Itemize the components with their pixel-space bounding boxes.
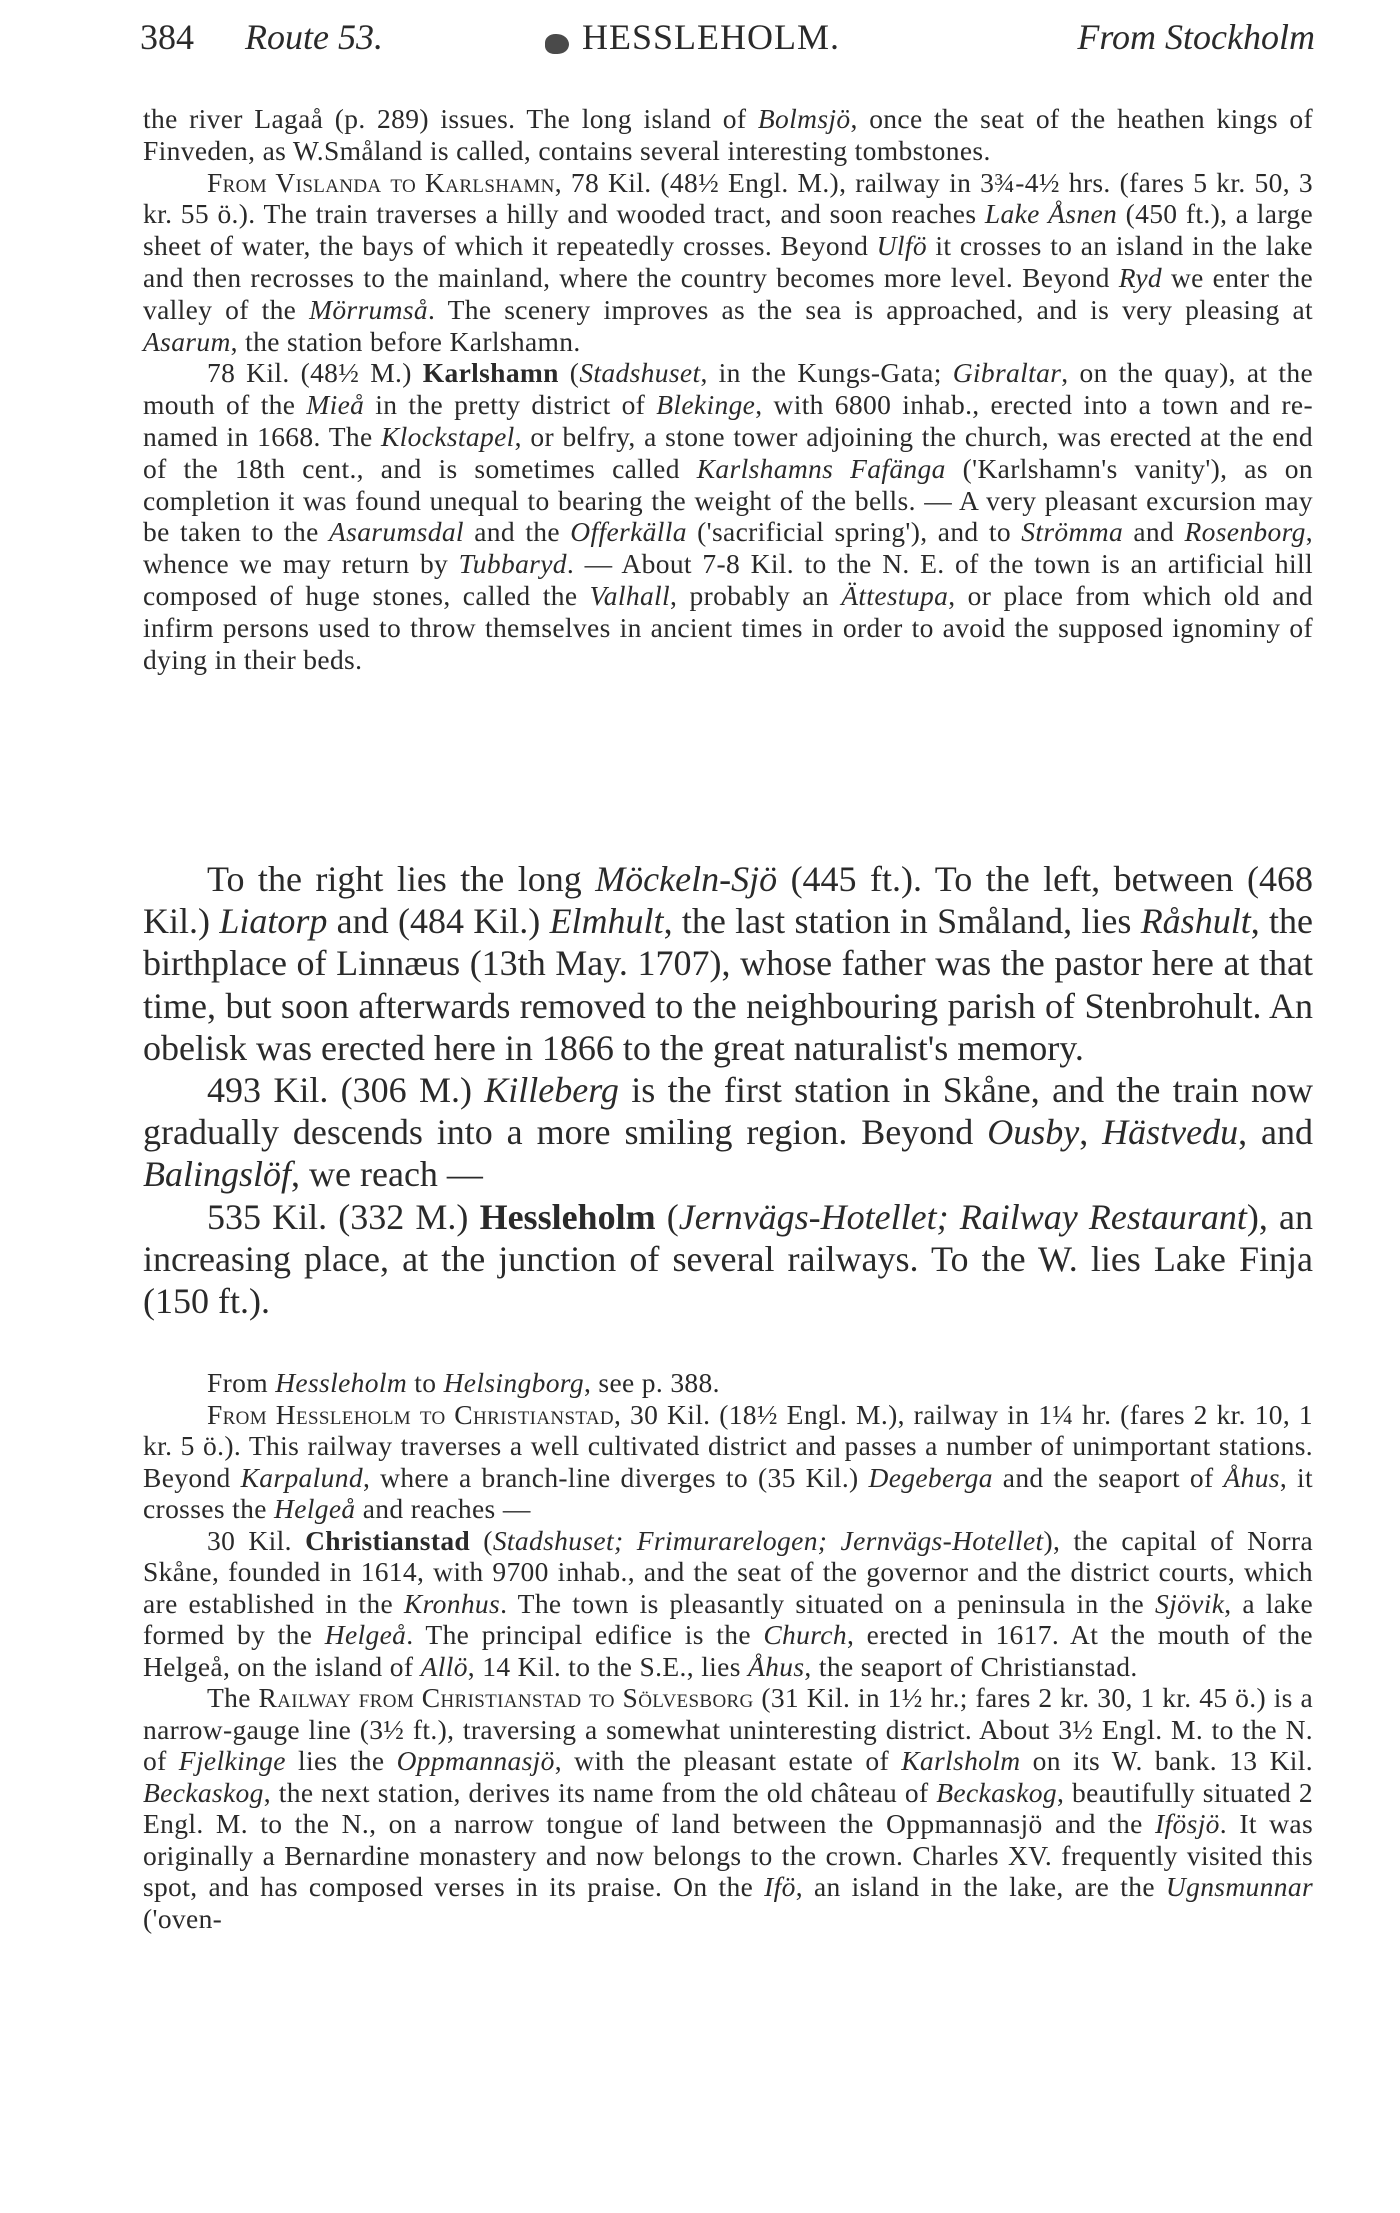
place-name: Hessleholm — [479, 1196, 656, 1237]
text-run: , on the quay), at the mouth of the — [143, 357, 1314, 421]
italic-term: Stadshuset; Frimurarelogen; Jernvägs-Hotellet — [492, 1524, 1044, 1556]
italic-term: Kronhus — [403, 1587, 501, 1619]
italic-term: Åhus — [1223, 1461, 1280, 1493]
italic-term: Offerkälla — [570, 516, 687, 548]
italic-term: Sjövik — [1154, 1587, 1225, 1619]
italic-term: Oppmannasjö — [396, 1745, 555, 1776]
section-lead: From Hessleholm to Christianstad — [207, 1398, 614, 1430]
italic-term: Karpalund — [240, 1461, 363, 1493]
text-run: , the next station, derives its name from the old château of — [263, 1776, 937, 1808]
text-run: (445 ft.). To the left, between (468 Kil.) — [143, 859, 1313, 942]
place-name: Karlshamn — [422, 357, 559, 389]
italic-term: Möckeln-Sjö — [595, 859, 778, 899]
italic-term: Råshult — [1140, 901, 1251, 942]
route-label: Route 53. — [245, 17, 383, 57]
text-run: is the first station in Skåne, and the train now gradually descends into a more smiling region. Beyond — [143, 1070, 1313, 1153]
text-run: and — [1123, 516, 1185, 548]
text-run: , the last station in Småland, lies — [663, 901, 1141, 942]
italic-term: Killeberg — [484, 1070, 619, 1111]
text-run: (31 Kil. in 1½ hr.; fares 2 kr. 30, 1 kr. 45 ö.) is a narrow-gauge line (3½ ft.), traversing a somewhat uninteresting district. About 3½ Engl. M. to the N. of — [143, 1682, 1314, 1776]
text-run: and the seaport of — [992, 1461, 1224, 1493]
text-run: 30 Kil. — [207, 1524, 306, 1556]
italic-term: Mieå — [306, 389, 365, 421]
page-heading: HESSLEHOLM. — [582, 17, 841, 57]
text-run: From — [207, 1367, 276, 1398]
italic-term: Tubbaryd — [458, 548, 567, 580]
text-run: ('oven- — [143, 1902, 223, 1934]
italic-term: Ugnsmunnar — [1165, 1871, 1314, 1902]
italic-term: Helsingborg — [443, 1367, 584, 1398]
italic-term: Stadshuset — [579, 357, 701, 389]
text-run: 78 Kil. (48½ M.) — [207, 357, 423, 389]
italic-term: Beckaskog — [936, 1776, 1057, 1808]
text-run: . It was originally a Bernardine monastery and now belongs to the crown. Charles XV. frequently visited this spot, and has composed verses in its praise. On the — [143, 1808, 1313, 1902]
italic-term: Ulfö — [876, 230, 927, 262]
text-run: , and — [1238, 1112, 1313, 1153]
italic-term: Church — [763, 1619, 847, 1650]
italic-term: Karlsholm — [901, 1745, 1021, 1776]
text-run: , we reach — — [291, 1154, 483, 1195]
text-run: 493 Kil. (306 M.) — [207, 1070, 485, 1111]
italic-term: Bolmsjö — [757, 103, 851, 134]
italic-term: Åhus — [748, 1650, 805, 1682]
text-run: , or belfry, a stone tower adjoining the church, was erected at the end of the 18th cent., and is sometimes called — [143, 420, 1313, 484]
italic-term: Ifö — [764, 1871, 796, 1902]
text-run: , or place from which old and infirm persons used to throw themselves in ancient times in order to avoid the supposed ignominy of dying in their beds. — [143, 579, 1313, 675]
text-run: (450 ft.), a large sheet of water, the bays of which it repeatedly crosses. Beyond — [143, 198, 1314, 262]
text-run: it crosses to an island in the lake and then recrosses to the mainland, where the country becomes more level. Beyond — [143, 230, 1313, 293]
paragraph — [143, 1196, 1313, 1323]
italic-term: Elmhult — [549, 901, 664, 942]
place-name: Christianstad — [305, 1524, 471, 1556]
text-block-top — [143, 103, 1313, 675]
italic-term: Ousby — [987, 1112, 1080, 1153]
text-run: to — [407, 1367, 444, 1398]
section-lead: From Vislanda to Karlshamn — [207, 166, 555, 198]
paragraph — [143, 357, 1313, 675]
italic-term: Liatorp — [219, 901, 328, 942]
paragraph — [143, 1399, 1313, 1525]
italic-term: Ifösjö — [1155, 1808, 1220, 1839]
section-lead: Railway from Christianstad to Sölvesborg — [258, 1682, 754, 1713]
italic-term: Gibraltar — [952, 357, 1062, 389]
text-block-large — [143, 858, 1313, 1322]
running-header — [140, 16, 1315, 76]
text-run: , — [1079, 1112, 1103, 1153]
text-run: To the right lies the long — [207, 859, 596, 899]
ink-blot-mark — [545, 34, 569, 54]
italic-term: Karlshamns Fafänga — [696, 452, 946, 484]
text-run: ('sacrificial spring'), and to — [686, 516, 1022, 548]
text-run: , the seaport of Christianstad. — [804, 1650, 1138, 1682]
paragraph — [143, 858, 1313, 1069]
text-run: , the birthplace of Linnæus (13th May. 1707), whose father was the pastor here at that time, but soon afterwards removed to the neighbouring parish of Stenbrohult. An obelisk was erected here in 1866 to the great naturalist's memory. — [143, 901, 1313, 1068]
text-run: we enter the valley of the — [143, 261, 1314, 325]
text-run: , with the pleasant estate of — [554, 1745, 902, 1776]
text-run: on its W. bank. 13 Kil. — [1020, 1745, 1313, 1776]
text-run: lies the — [285, 1745, 397, 1776]
paragraph — [143, 167, 1313, 358]
italic-term: Jernvägs-Hotellet; Railway Restaurant — [678, 1196, 1247, 1237]
text-run: , once the seat of the heathen kings of Finveden, as W.Småland is called, contains several interesting tombstones. — [143, 103, 1313, 166]
italic-term: Asarumsdal — [329, 516, 464, 548]
italic-term: Balingslöf — [143, 1154, 292, 1195]
text-run: and (484 Kil.) — [327, 901, 550, 942]
italic-term: Beckaskog — [143, 1776, 264, 1808]
text-run: ( — [558, 357, 580, 389]
paragraph — [143, 1682, 1313, 1934]
text-run: and reaches — — [355, 1493, 531, 1524]
paragraph — [143, 1525, 1313, 1683]
italic-term: Helgeå — [324, 1619, 407, 1650]
italic-term: Mörrumså — [309, 293, 429, 325]
text-run: . The town is pleasantly situated on a peninsula in the — [500, 1587, 1155, 1619]
italic-term: Rosenborg — [1184, 516, 1306, 548]
text-run: , beautifully situated 2 Engl. M. to the N., on a narrow tongue of land between the Oppmannasjö and the — [143, 1776, 1313, 1839]
text-run: The — [207, 1682, 259, 1713]
paragraph — [143, 1069, 1313, 1196]
text-run: , the station before Karlshamn. — [230, 325, 581, 357]
text-run: . The scenery improves as the sea is approached, and is very pleasing at — [428, 293, 1313, 325]
italic-term: Valhall — [589, 579, 671, 611]
italic-term: Helgeå — [273, 1493, 356, 1524]
text-run: , see p. 388. — [583, 1367, 720, 1398]
text-run: ), an increasing place, at the junction of several railways. To the W. lies Lake Finja (150 ft.). — [143, 1196, 1314, 1322]
text-run: 535 Kil. (332 M.) — [207, 1196, 480, 1237]
text-run: , 30 Kil. (18½ Engl. M.), railway in 1¼ hr. (fares 2 kr. 10, 1 kr. 5 ö.). This railway traverses a well cultivated district and passes a number of unimportant stations. Beyond — [143, 1398, 1313, 1493]
text-run: , it crosses the — [143, 1461, 1314, 1524]
italic-term: Klockstapel — [380, 420, 515, 452]
text-run: , whence we may return by — [143, 516, 1313, 580]
italic-term: Blekinge — [656, 389, 756, 421]
text-run: ( — [655, 1196, 679, 1237]
text-run: , where a branch-line diverges to (35 Kil.) — [362, 1461, 869, 1493]
text-run: , 14 Kil. to the S.E., lies — [467, 1650, 749, 1682]
text-run: , an island in the lake, are the — [795, 1871, 1166, 1902]
paragraph — [143, 1367, 1313, 1399]
italic-term: Hästvedu — [1102, 1112, 1239, 1153]
italic-term: Lake Åsnen — [984, 198, 1118, 230]
italic-term: Hessleholm — [275, 1367, 408, 1398]
text-block-bottom — [143, 1367, 1313, 1934]
text-run: , erected in 1617. At the mouth of the Helgeå, on the island of — [143, 1619, 1313, 1682]
text-run: and the — [463, 516, 571, 548]
text-run: , a lake formed by the — [143, 1587, 1314, 1650]
text-run: . — About 7-8 Kil. to the N. E. of the town is an artificial hill composed of huge stones, called the — [143, 548, 1313, 611]
paragraph — [143, 103, 1313, 167]
text-run: ('Karlshamn's vanity'), as on completion it was found unequal to bearing the weight of the bells. — A very pleasant excursion may be taken to the — [143, 452, 1314, 548]
italic-term: Asarum — [143, 325, 231, 357]
text-run: , in the Kungs-Gata; — [700, 357, 953, 389]
text-run: , with 6800 inhab., erected into a town and re-named in 1668. The — [143, 389, 1313, 452]
italic-term: Ryd — [1118, 261, 1162, 293]
italic-term: Strömma — [1021, 516, 1124, 548]
text-run: , 78 Kil. (48½ Engl. M.), railway in 3¾-4½ hrs. (fares 5 kr. 50, 3 kr. 55 ö.). The train traverses a hilly and wooded tract, and soon reaches — [143, 166, 1313, 230]
text-run: ( — [470, 1524, 493, 1556]
text-run: , probably an — [670, 579, 842, 611]
section-origin: From Stockholm — [1077, 17, 1315, 57]
text-run: the river Lagaå (p. 289) issues. The long island of — [143, 103, 758, 134]
text-run: in the pretty district of — [364, 389, 657, 421]
text-run: . The principal edifice is the — [406, 1619, 764, 1650]
text-run: ), the capital of Norra Skåne, founded in 1614, with 9700 inhab., and the seat of the governor and the district courts, which are established in the — [143, 1524, 1313, 1619]
page-number: 384 — [140, 17, 194, 57]
italic-term: Allö — [420, 1650, 468, 1682]
italic-term: Degeberga — [868, 1461, 993, 1493]
italic-term: Ättestupa — [841, 579, 949, 611]
italic-term: Fjelkinge — [178, 1745, 286, 1776]
